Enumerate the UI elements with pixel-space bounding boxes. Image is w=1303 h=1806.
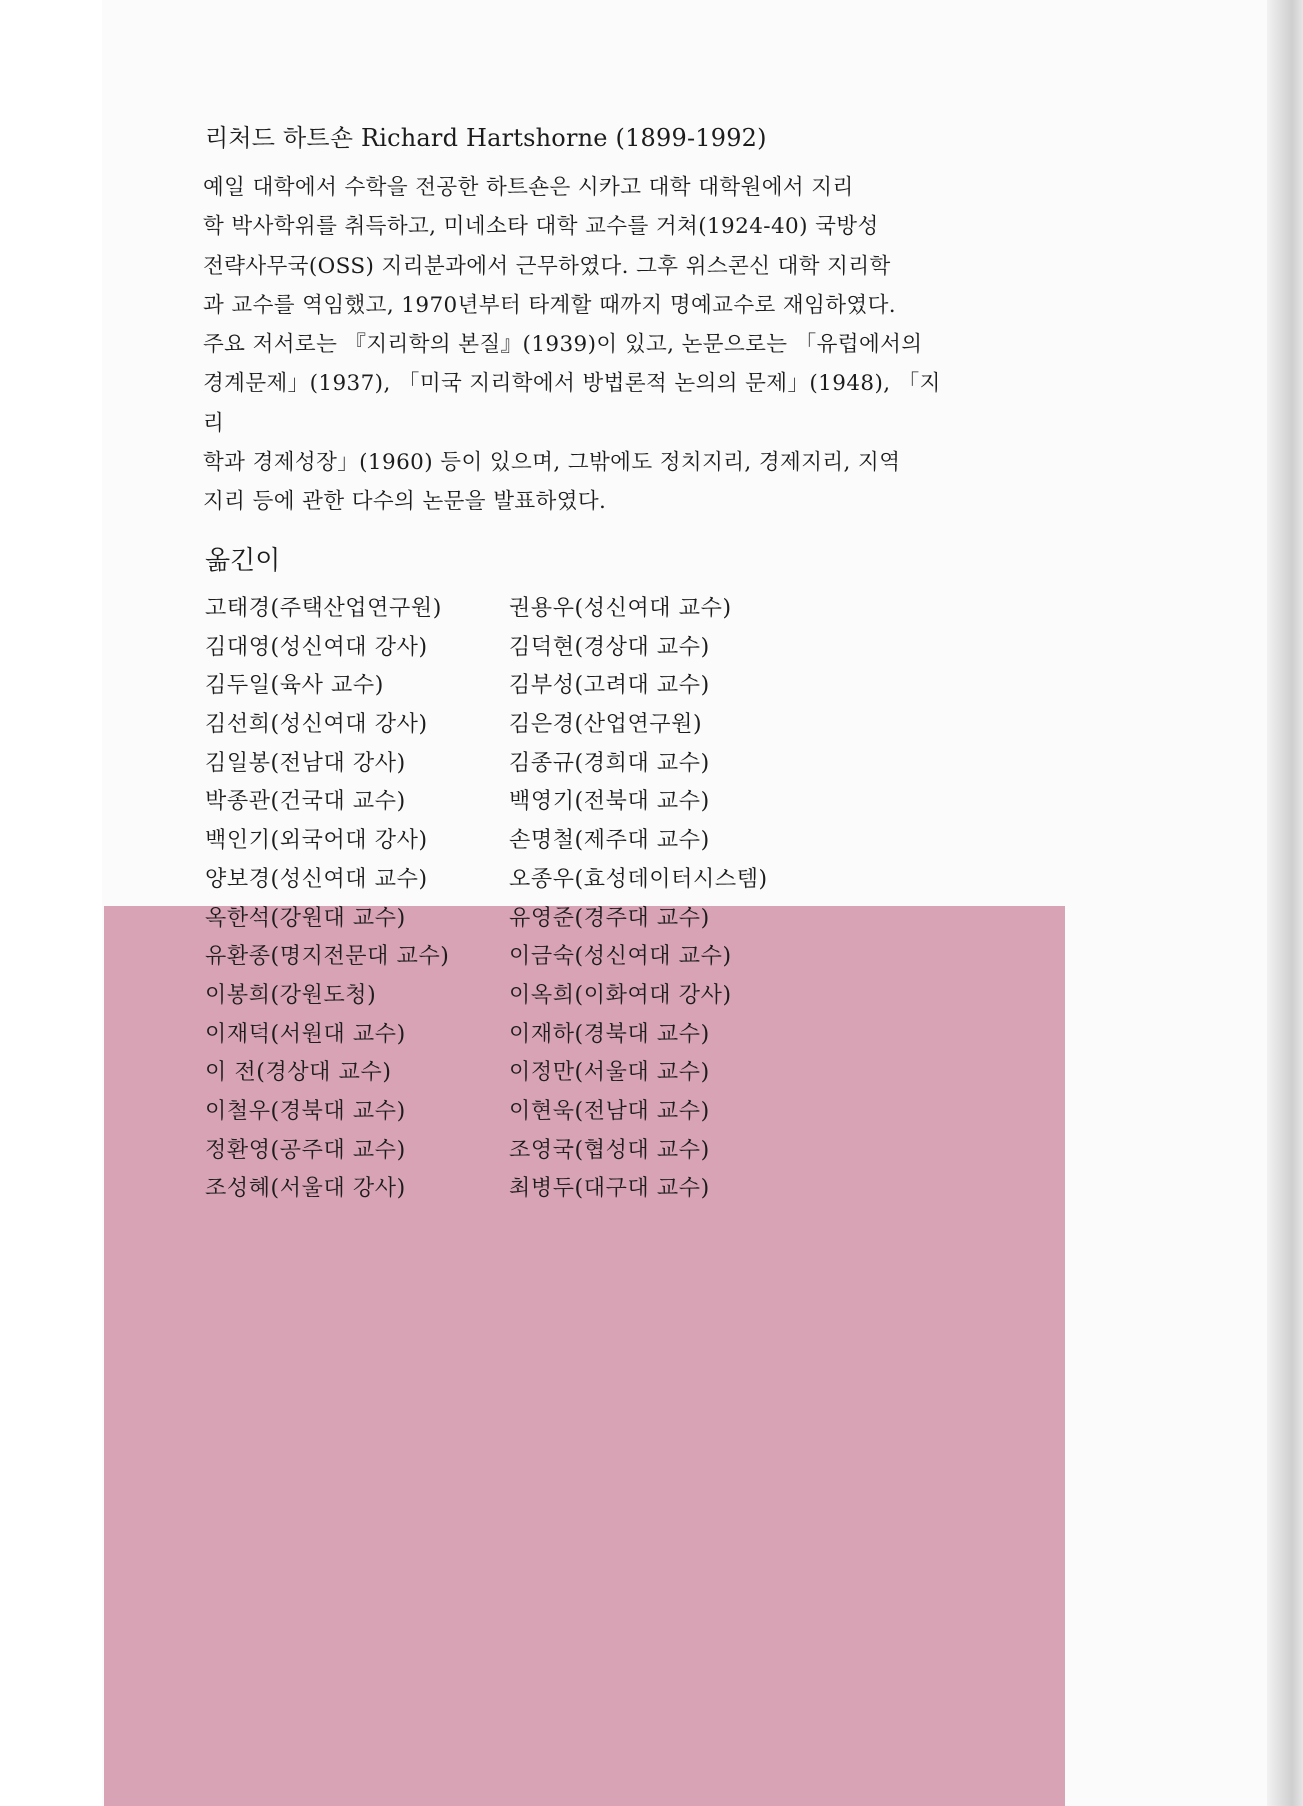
translator-item: 백영기(전북대 교수) <box>509 789 710 815</box>
translator-item: 조성혜(서울대 강사) <box>205 1176 406 1202</box>
bio-line: 학과 경제성장」(1960) 등이 있으며, 그밖에도 정치지리, 경제지리, 지역 <box>203 450 901 476</box>
translator-item: 정환영(공주대 교수) <box>205 1137 406 1163</box>
translator-item: 이정만(서울대 교수) <box>509 1060 710 1086</box>
bio-line: 과 교수를 역임했고, 1970년부터 타계할 때까지 명예교수로 재임하였다. <box>203 292 896 318</box>
bio-line: 학 박사학위를 취득하고, 미네소타 대학 교수를 거쳐(1924-40) 국방성 <box>203 214 879 240</box>
translator-list <box>205 590 825 1209</box>
translator-item: 고태경(주택산업연구원) <box>205 596 442 621</box>
page-edge-shadow <box>1267 0 1303 1806</box>
translator-item: 이 전(경상대 교수) <box>205 1060 392 1086</box>
translator-item: 조영국(협성대 교수) <box>509 1137 710 1163</box>
translator-item: 이옥희(이화여대 강사) <box>509 982 732 1008</box>
bio-line: 주요 저서로는 『지리학의 본질』(1939)이 있고, 논문으로는 「유럽에서의 <box>203 332 923 358</box>
translator-item: 박종관(건국대 교수) <box>205 789 406 815</box>
author-heading: 리처드 하트숀 Richard Hartshorne (1899-1992) <box>205 124 767 152</box>
translator-item: 김대영(성신여대 강사) <box>205 634 428 660</box>
translator-item: 유영준(경주대 교수) <box>509 905 710 931</box>
translator-item: 김종규(경희대 교수) <box>509 750 710 776</box>
translator-item: 오종우(효성데이터시스템) <box>509 866 768 892</box>
translator-item: 이철우(경북대 교수) <box>205 1098 406 1124</box>
translator-item: 김일봉(전남대 강사) <box>205 750 406 776</box>
translator-item: 김부성(고려대 교수) <box>509 673 710 699</box>
translator-item: 옥한석(강원대 교수) <box>205 905 406 931</box>
translator-item: 김덕현(경상대 교수) <box>509 634 710 660</box>
translator-item: 권용우(성신여대 교수) <box>509 596 732 621</box>
bio-line: 경계문제」(1937), 「미국 지리학에서 방법론적 논의의 문제」(1948), 「지리 <box>203 371 941 436</box>
translator-item: 이재하(경북대 교수) <box>509 1021 710 1047</box>
bio-line: 전략사무국(OSS) 지리분과에서 근무하였다. 그후 위스콘신 대학 지리학 <box>203 253 891 279</box>
translator-item: 손명철(제주대 교수) <box>509 828 710 854</box>
translators-heading: 옮긴이 <box>205 546 281 576</box>
bio-line: 지리 등에 관한 다수의 논문을 발표하였다. <box>203 489 607 515</box>
translator-item: 최병두(대구대 교수) <box>509 1176 710 1202</box>
translator-item: 이재덕(서원대 교수) <box>205 1021 406 1047</box>
author-bio <box>203 168 943 522</box>
translator-item: 백인기(외국어대 강사) <box>205 828 428 854</box>
translator-item: 양보경(성신여대 교수) <box>205 866 428 892</box>
translator-item: 김선희(성신여대 강사) <box>205 712 428 738</box>
translator-item: 김두일(육사 교수) <box>205 673 384 699</box>
translator-item: 이금숙(성신여대 교수) <box>509 944 732 970</box>
translator-item: 이봉희(강원도청) <box>205 982 377 1008</box>
translator-item: 유환종(명지전문대 교수) <box>205 944 450 970</box>
bio-line: 예일 대학에서 수학을 전공한 하트숀은 시카고 대학 대학원에서 지리 <box>203 175 854 200</box>
translator-item: 김은경(산업연구원) <box>509 712 703 738</box>
translator-item: 이현욱(전남대 교수) <box>509 1098 710 1124</box>
